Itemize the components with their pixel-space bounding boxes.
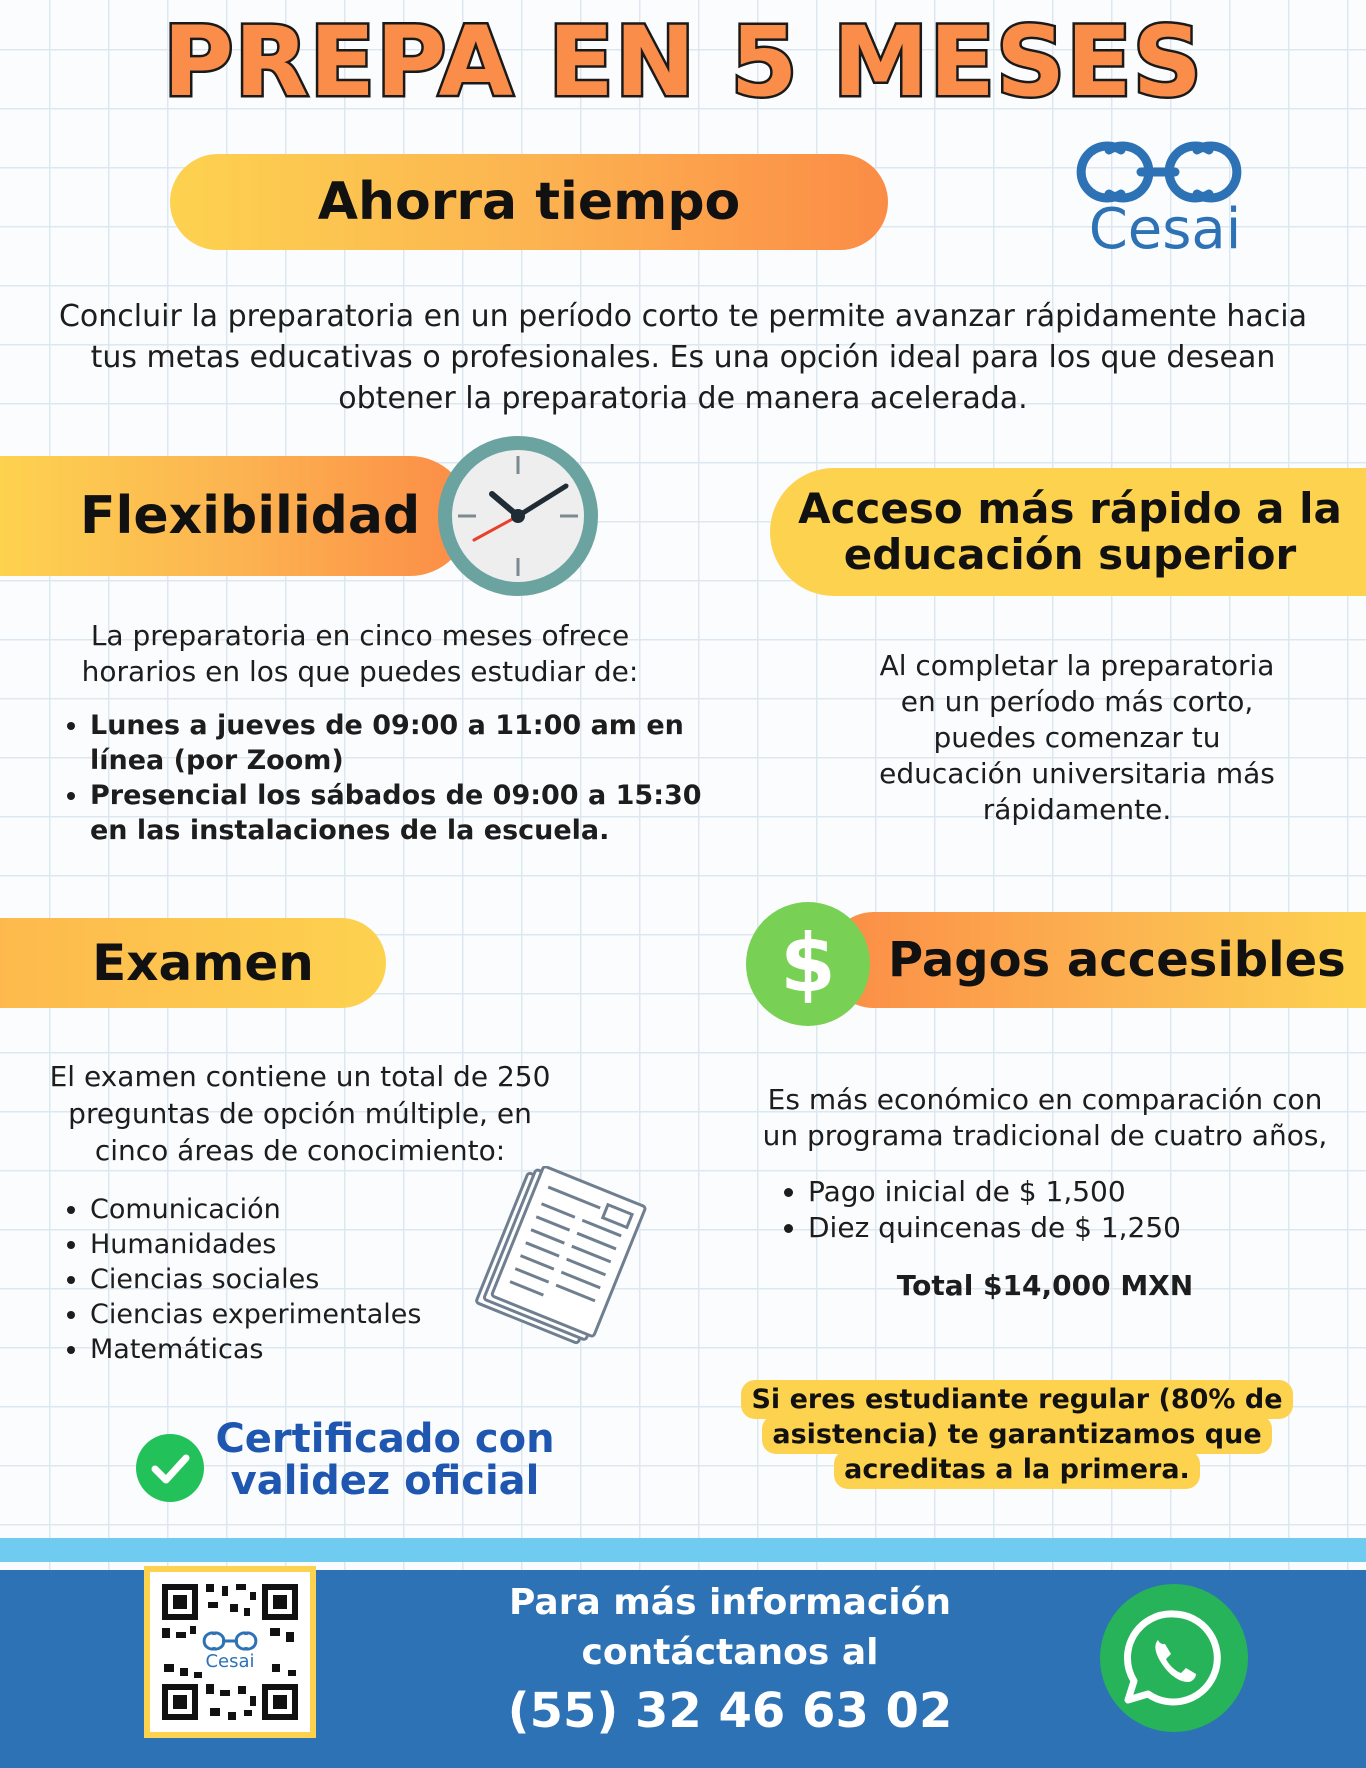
acceso-heading-line2: educación superior <box>843 530 1297 579</box>
examen-intro: El examen contiene un total de 250 preguntas de opción múltiple, en cinco áreas de conocimiento: <box>49 1060 551 1167</box>
list-item: • Humanidades <box>90 1227 510 1262</box>
acceso-heading-line1: Acceso más rápido a la <box>798 484 1342 533</box>
list-item: • Ciencias experimentales <box>90 1297 510 1332</box>
dollar-icon <box>746 902 870 1026</box>
pagos-heading <box>826 912 1366 1008</box>
examen-list <box>60 1192 510 1367</box>
qr-code-icon[interactable] <box>144 1566 316 1738</box>
page-title: PREPA EN 5 MESES <box>163 6 1203 118</box>
clock-icon <box>436 434 600 598</box>
document-icon <box>458 1166 648 1350</box>
list-item: • Pago inicial de $ 1,500 <box>808 1174 1328 1210</box>
acceso-text: Al completar la preparatoria en un período más corto, puedes comenzar tu educación universitaria más rápidamente. <box>879 649 1275 826</box>
dollar-icon-symbol: $ <box>780 917 836 1010</box>
certificado-line2: validez oficial <box>230 1458 540 1504</box>
pagos-intro: Es más económico en comparación con un programa tradicional de cuatro años, <box>762 1083 1328 1152</box>
pagos-total: Total $14,000 MXN <box>896 1269 1194 1302</box>
certificado-text <box>210 1418 560 1502</box>
list-item: • Diez quincenas de $ 1,250 <box>808 1210 1328 1246</box>
whatsapp-icon[interactable] <box>1100 1584 1248 1732</box>
cesai-logo <box>1075 132 1255 272</box>
ahorra-heading-text: Ahorra tiempo <box>317 172 741 232</box>
certificado-line1: Certificado con <box>215 1416 555 1462</box>
garantia-note <box>702 1382 1332 1487</box>
ahorra-heading <box>170 154 888 250</box>
list-item: • Comunicación <box>90 1192 510 1227</box>
check-icon <box>136 1434 204 1502</box>
footer-stripe <box>0 1538 1366 1562</box>
pagos-heading-text: Pagos accesibles <box>888 932 1346 988</box>
footer-phone[interactable]: (55) 32 46 63 02 <box>507 1683 953 1739</box>
examen-heading <box>0 918 386 1008</box>
examen-heading-text: Examen <box>92 934 314 992</box>
flexibilidad-heading-text: Flexibilidad <box>80 486 421 546</box>
list-item: • Ciencias sociales <box>90 1262 510 1297</box>
ahorra-text: Concluir la preparatoria en un período corto te permite avanzar rápidamente hacia tus metas educativas o profesionales. Es una opción ideal para los que desean obtener la preparatoria de manera acelerada. <box>58 299 1307 416</box>
acceso-heading <box>770 468 1366 596</box>
flexibilidad-intro: La preparatoria en cinco meses ofrece horarios en los que puedes estudiar de: <box>81 619 639 688</box>
pagos-list <box>778 1174 1328 1246</box>
cesai-logo-text: Cesai <box>1088 197 1242 262</box>
footer-line2: contáctanos al <box>581 1632 879 1673</box>
list-item: • Presencial los sábados de 09:00 a 15:30 en las instalaciones de la escuela. <box>90 778 710 848</box>
flexibilidad-list <box>60 708 710 848</box>
footer-contact <box>470 1578 990 1744</box>
garantia-text: Si eres estudiante regular (80% de asistencia) te garantizamos que acreditas a la primera. <box>741 1380 1292 1489</box>
list-item: • Matemáticas <box>90 1332 510 1367</box>
flexibilidad-heading <box>0 456 470 576</box>
list-item: • Lunes a jueves de 09:00 a 11:00 am en línea (por Zoom) <box>90 708 710 778</box>
qr-label: Cesai <box>205 1651 255 1672</box>
footer-line1: Para más información <box>508 1582 952 1623</box>
